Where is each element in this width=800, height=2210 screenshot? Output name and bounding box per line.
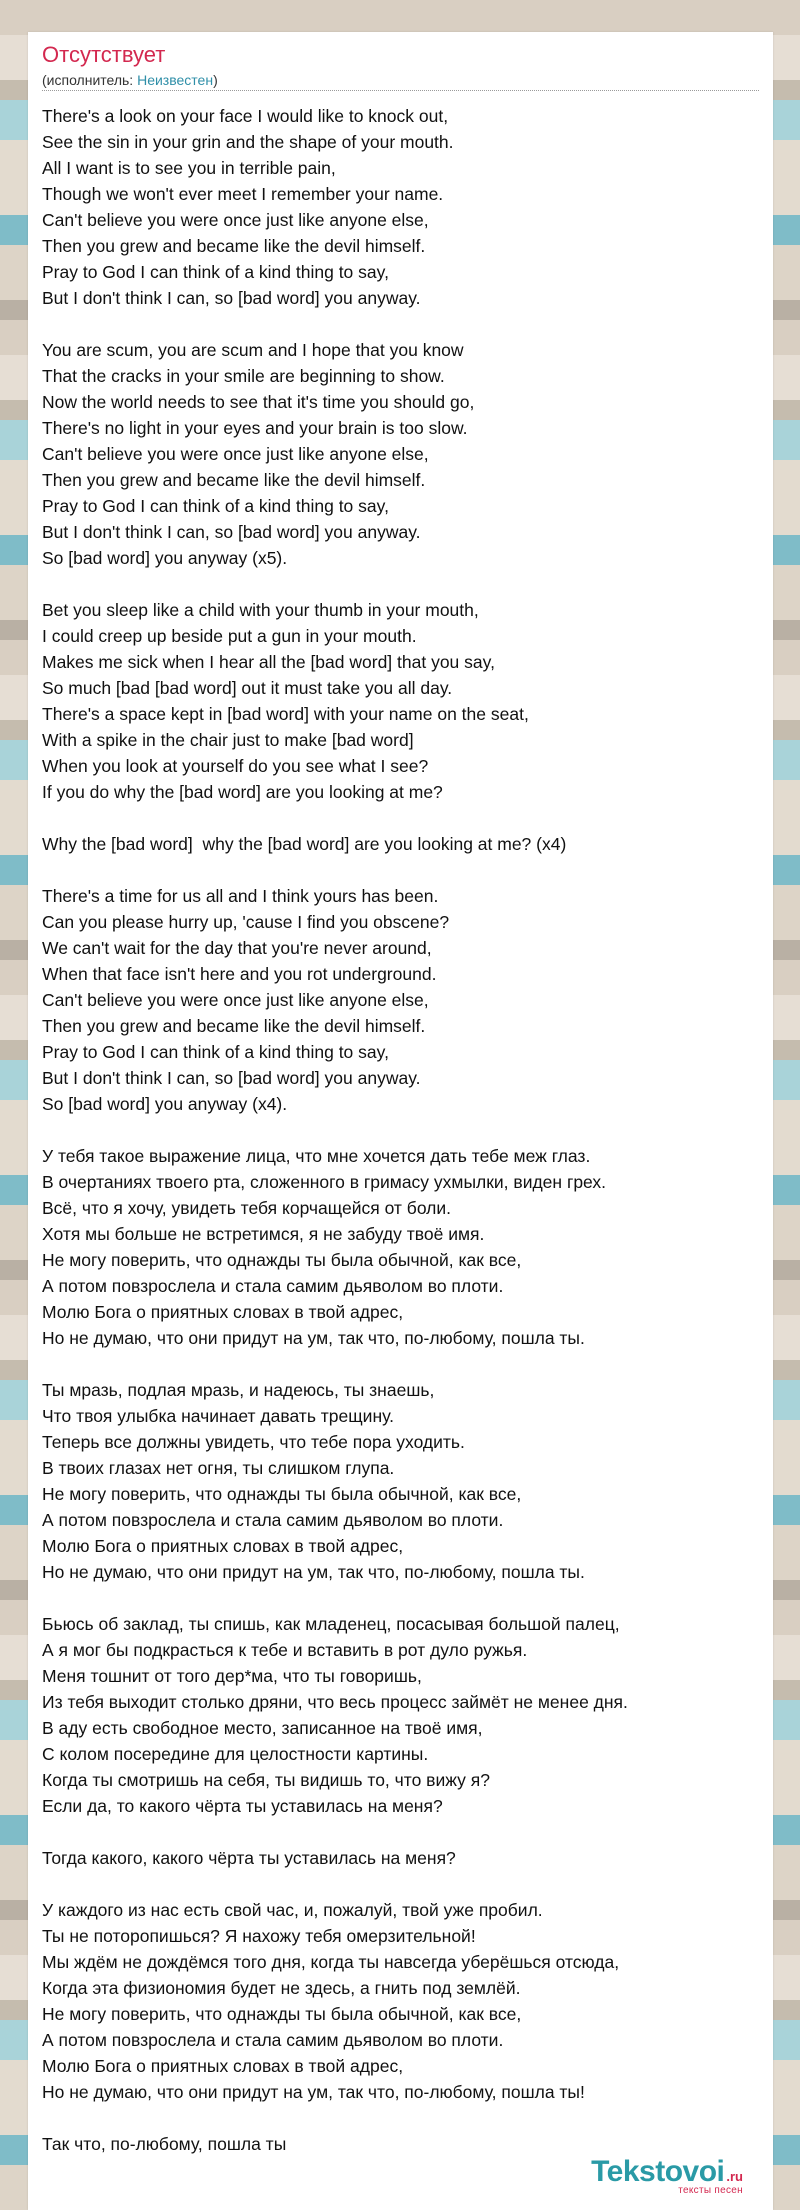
lyric-line: А потом повзрослела и стала самим дьяволом во плоти. xyxy=(42,2030,504,2050)
lyric-line: Так что, по-любому, пошла ты xyxy=(42,2134,287,2154)
lyric-line xyxy=(42,1871,763,1897)
lyric-line: У каждого из нас есть свой час, и, пожалуй, твой уже пробил. xyxy=(42,1900,543,1920)
lyric-line: So much [bad [bad word] out it must take you all day. xyxy=(42,678,453,698)
lyric-line: Ты не поторопишься? Я нахожу тебя омерзительной! xyxy=(42,1926,476,1946)
lyric-line: You are scum, you are scum and I hope that you know xyxy=(42,340,464,360)
lyric-line: Хотя мы больше не встретимся, я не забуду твоё имя. xyxy=(42,1224,485,1244)
lyric-line: Though we won't ever meet I remember your name. xyxy=(42,184,444,204)
lyric-line: Then you grew and became like the devil himself. xyxy=(42,470,426,490)
site-logo[interactable] xyxy=(591,2155,743,2196)
lyric-line: Can you please hurry up, 'cause I find you obscene? xyxy=(42,912,450,932)
lyric-line: В аду есть свободное место, записанное на твоё имя, xyxy=(42,1718,483,1738)
lyric-line: With a spike in the chair just to make [bad word] xyxy=(42,730,414,750)
lyric-line: А я мог бы подкрасться к тебе и вставить в рот дуло ружья. xyxy=(42,1640,528,1660)
song-title: Отсутствует xyxy=(42,42,166,67)
lyric-line: I could creep up beside put a gun in your mouth. xyxy=(42,626,417,646)
lyric-line: Когда ты смотришь на себя, ты видишь то, что вижу я? xyxy=(42,1770,490,1790)
logo-tld: .ru xyxy=(726,2169,743,2184)
lyric-line: Когда эта физиономия будет не здесь, а гнить под землёй. xyxy=(42,1978,521,1998)
lyric-line: That the cracks in your smile are beginning to show. xyxy=(42,366,445,386)
lyric-line xyxy=(42,805,763,831)
lyric-line: Pray to God I can think of a kind thing to say, xyxy=(42,1042,389,1062)
lyric-line xyxy=(42,571,763,597)
lyric-line: There's a space kept in [bad word] with your name on the seat, xyxy=(42,704,529,724)
lyric-line: There's no light in your eyes and your brain is too slow. xyxy=(42,418,468,438)
lyric-line: Если да, то какого чёрта ты уставилась на меня? xyxy=(42,1796,443,1816)
lyric-line: But I don't think I can, so [bad word] you anyway. xyxy=(42,288,421,308)
lyric-line: Then you grew and became like the devil himself. xyxy=(42,1016,426,1036)
lyric-line: Всё, что я хочу, увидеть тебя корчащейся от боли. xyxy=(42,1198,452,1218)
artist-suffix: ) xyxy=(213,72,218,88)
lyric-line: Can't believe you were once just like anyone else, xyxy=(42,444,429,464)
lyric-line: Не могу поверить, что однажды ты была обычной, как все, xyxy=(42,2004,522,2024)
lyric-line: Pray to God I can think of a kind thing to say, xyxy=(42,496,389,516)
lyric-line: В твоих глазах нет огня, ты слишком глупа. xyxy=(42,1458,395,1478)
lyric-line: Теперь все должны увидеть, что тебе пора уходить. xyxy=(42,1432,465,1452)
lyric-line: Что твоя улыбка начинает давать трещину. xyxy=(42,1406,394,1426)
lyric-line xyxy=(42,1585,763,1611)
lyric-line: Pray to God I can think of a kind thing to say, xyxy=(42,262,389,282)
lyric-line: Ты мразь, подлая мразь, и надеюсь, ты знаешь, xyxy=(42,1380,435,1400)
logo-tagline: тексты песен xyxy=(678,2185,743,2196)
lyric-line xyxy=(42,857,763,883)
lyric-line: Молю Бога о приятных словах в твой адрес, xyxy=(42,1302,404,1322)
artist-link[interactable]: Неизвестен xyxy=(137,72,214,88)
lyric-line: When you look at yourself do you see what I see? xyxy=(42,756,429,776)
lyric-line: So [bad word] you anyway (x5). xyxy=(42,548,288,568)
lyric-line: С колом посередине для целостности картины. xyxy=(42,1744,429,1764)
lyric-line: We can't wait for the day that you're never around, xyxy=(42,938,432,958)
lyric-line: Молю Бога о приятных словах в твой адрес, xyxy=(42,1536,404,1556)
lyric-line: А потом повзрослела и стала самим дьяволом во плоти. xyxy=(42,1510,504,1530)
lyrics-text xyxy=(42,103,763,2157)
lyric-line: Тогда какого, какого чёрта ты уставилась на меня? xyxy=(42,1848,456,1868)
lyric-line: Не могу поверить, что однажды ты была обычной, как все, xyxy=(42,1250,522,1270)
lyric-line: Then you grew and became like the devil himself. xyxy=(42,236,426,256)
lyric-line: Why the [bad word] why the [bad word] are you looking at me? (x4) xyxy=(42,834,567,854)
lyric-line: Now the world needs to see that it's time you should go, xyxy=(42,392,475,412)
lyric-line: Не могу поверить, что однажды ты была обычной, как все, xyxy=(42,1484,522,1504)
lyric-line xyxy=(42,1819,763,1845)
lyric-line: Can't believe you were once just like anyone else, xyxy=(42,990,429,1010)
lyric-line: But I don't think I can, so [bad word] you anyway. xyxy=(42,1068,421,1088)
logo-brand: Tekstovoi xyxy=(591,2155,725,2188)
lyric-line: У тебя такое выражение лица, что мне хочется дать тебе меж глаз. xyxy=(42,1146,591,1166)
lyric-line: Бьюсь об заклад, ты спишь, как младенец, посасывая большой палец, xyxy=(42,1614,620,1634)
lyric-line: Но не думаю, что они придут на ум, так что, по-любому, пошла ты. xyxy=(42,1562,585,1582)
lyric-line: If you do why the [bad word] are you looking at me? xyxy=(42,782,443,802)
lyric-line: Но не думаю, что они придут на ум, так что, по-любому, пошла ты! xyxy=(42,2082,585,2102)
lyric-line: Молю Бога о приятных словах в твой адрес, xyxy=(42,2056,404,2076)
lyric-line: But I don't think I can, so [bad word] you anyway. xyxy=(42,522,421,542)
lyric-line: Но не думаю, что они придут на ум, так что, по-любому, пошла ты. xyxy=(42,1328,585,1348)
lyric-line: Makes me sick when I hear all the [bad word] that you say, xyxy=(42,652,495,672)
lyric-line: А потом повзрослела и стала самим дьяволом во плоти. xyxy=(42,1276,504,1296)
header-divider xyxy=(42,90,759,91)
lyric-line xyxy=(42,1117,763,1143)
lyric-line: Bet you sleep like a child with your thumb in your mouth, xyxy=(42,600,479,620)
lyric-line xyxy=(42,2105,763,2131)
lyric-line: There's a time for us all and I think yours has been. xyxy=(42,886,439,906)
lyric-line: See the sin in your grin and the shape of your mouth. xyxy=(42,132,454,152)
lyric-line: So [bad word] you anyway (x4). xyxy=(42,1094,288,1114)
lyric-line: Can't believe you were once just like anyone else, xyxy=(42,210,429,230)
lyric-line: Меня тошнит от того дер*ма, что ты говоришь, xyxy=(42,1666,422,1686)
lyric-line: В очертаниях твоего рта, сложенного в гримасу ухмылки, виден грех. xyxy=(42,1172,607,1192)
lyric-line: Мы ждём не дождёмся того дня, когда ты навсегда уберёшься отсюда, xyxy=(42,1952,620,1972)
lyric-line: Из тебя выходит столько дряни, что весь процесс займёт не менее дня. xyxy=(42,1692,628,1712)
lyrics-card xyxy=(28,32,773,2210)
artist-prefix: (исполнитель: xyxy=(42,72,138,88)
lyric-line: There's a look on your face I would like to knock out, xyxy=(42,106,449,126)
lyric-line xyxy=(42,311,763,337)
lyric-line: When that face isn't here and you rot underground. xyxy=(42,964,437,984)
lyric-line: All I want is to see you in terrible pain, xyxy=(42,158,336,178)
lyric-line xyxy=(42,1351,763,1377)
artist-line xyxy=(42,72,218,88)
